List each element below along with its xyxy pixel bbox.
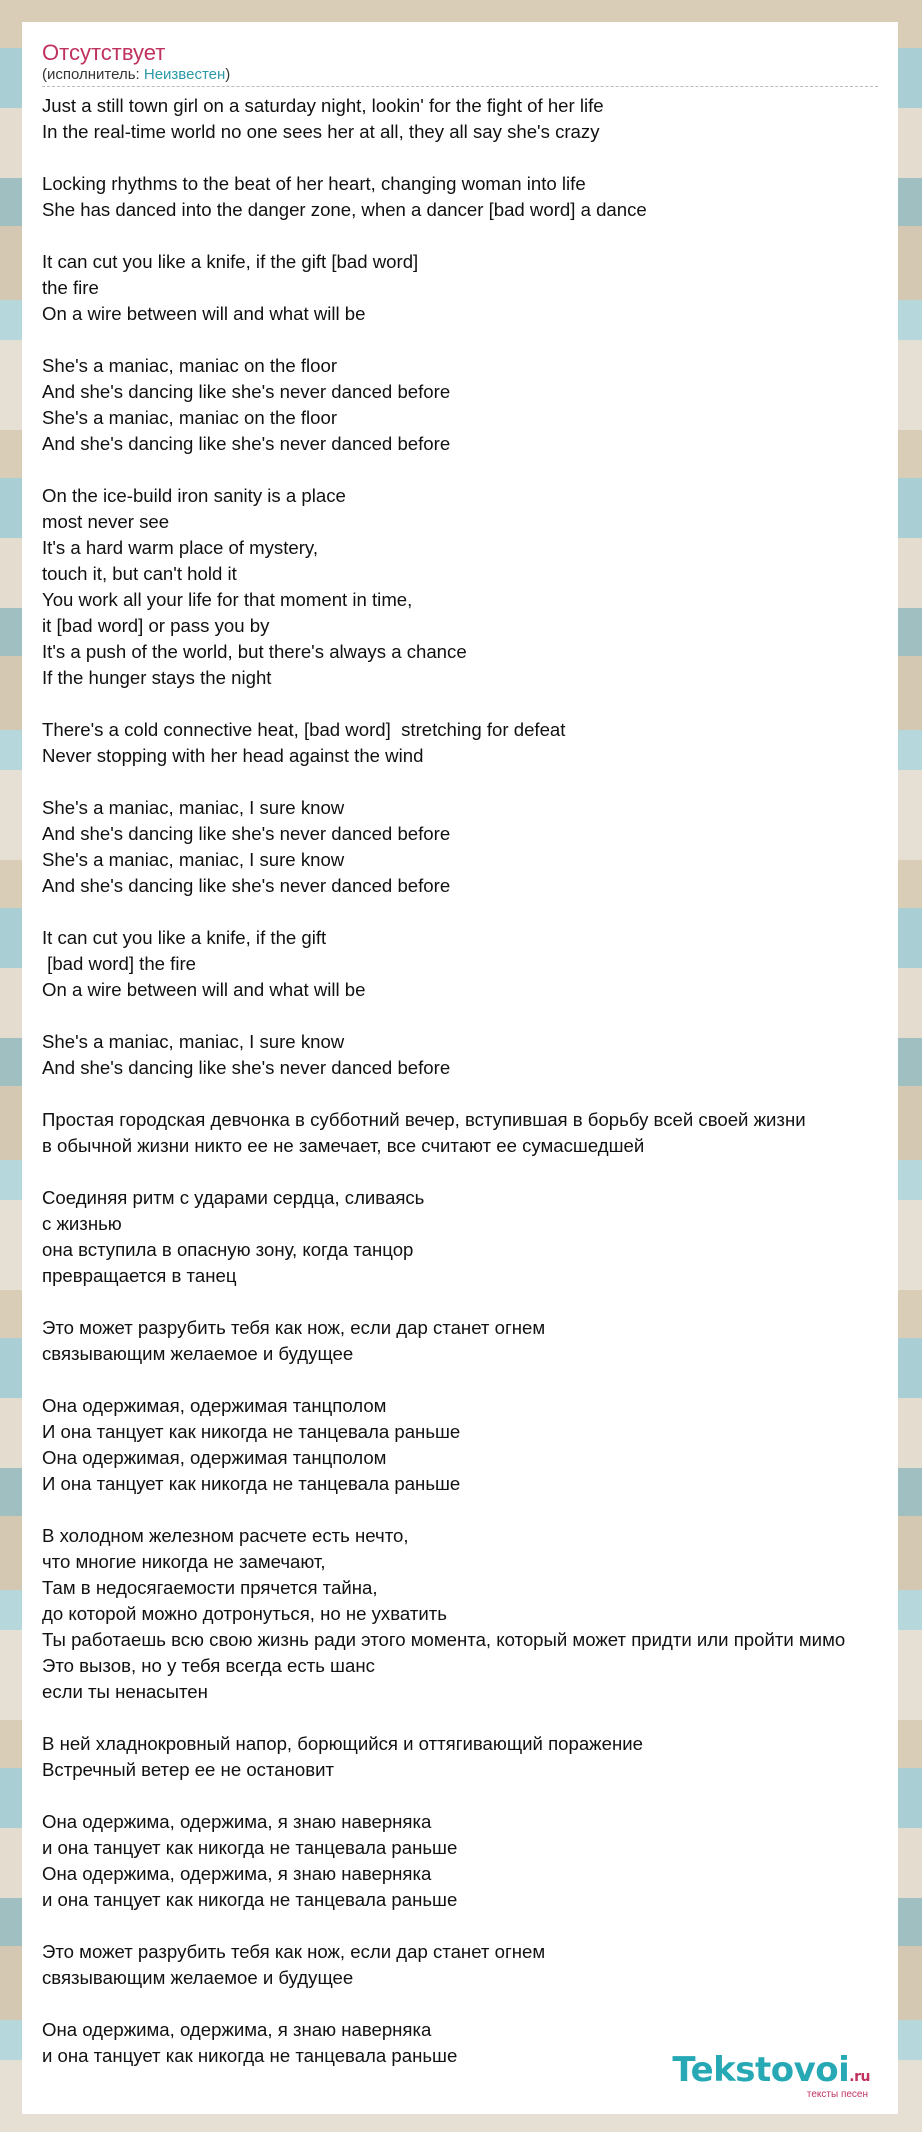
logo-tagline: тексты песен [806,2089,868,2100]
lyrics-content [42,40,898,2069]
artist-link[interactable]: Неизвестен [143,66,226,83]
logo-tld: .ru [849,2069,870,2085]
song-title: Отсутствует [42,40,166,65]
artist-suffix: ) [225,66,231,83]
artist-line [42,66,878,87]
lyrics-card [22,22,898,2114]
artist-prefix: (исполнитель: [42,66,144,83]
site-logo[interactable] [672,2052,870,2100]
logo-name: Tekstovoi [672,2050,850,2090]
lyrics-text: Just a still town girl on a saturday night, lookin' for the fight of her life In the real-time world no one sees her at all, they all say she's crazy Locking rhythms to the beat of her heart, changing woman into life She has danced into the danger zone, when a dancer [bad word] a dance It can cut you like a knife, if the gift [bad word] the fire On a wire between will and what will be She's a maniac, maniac on the floor And she's dancing like she's never danced before She's a maniac, maniac on the floor And she's dancing like she's never danced before On the ice-build iron sanity is a place most never see It's a hard warm place of mystery, touch it, but can't hold it You work all your life for that moment in time, it [bad word] or pass you by It's a push of the world, but there's always a chance If the hunger stays the night There's a cold connective heat, [bad word] stretching for defeat Never stopping with her head against the wind She's a maniac, maniac, I sure know And she's dancing like she's never danced before She's a maniac, maniac, I sure know And she's dancing like she's never danced before It can cut you like a knife, if the gift [bad word] the fire On a wire between will and what will be She's a maniac, maniac, I sure know And she's dancing like she's never danced before Простая городская девчонка в субботний вечер, вступившая в борьбу всей своей жизни в обычной жизни никто ее не замечает, все считают ее сумасшедшей Соединяя ритм с ударами сердца, сливаясь с жизнью она вступила в опасную зону, когда танцор превращается в танец Это может разрубить тебя как нож, если дар станет огнем связывающим желаемое и будущее Она одержимая, одержимая танцполом И она танцует как никогда не танцевала раньше Она одержимая, одержимая танцполом И она танцует как никогда не танцевала раньше В холодном железном расчете есть нечто, что многие никогда не замечают, Там в недосягаемости прячется тайна, до которой можно дотронуться, но не ухватить Ты работаешь всю свою жизнь ради этого момента, который может придти или пройти мимо Это вызов, но у тебя всегда есть шанс если ты ненасытен В ней хладнокровный напор, борющийся и оттягивающий поражение Встречный ветер ее не остановит Она одержима, одержима, я знаю наверняка и она танцует как никогда не танцевала раньше Она одержима, одержима, я знаю наверняка и она танцует как никогда не танцевала раньше Это может разрубить тебя как нож, если дар станет огнем связывающим желаемое и будущее Она одержима, одержима, я знаю наверняка и она танцует как никогда не танцевала раньше [42,95,846,2066]
